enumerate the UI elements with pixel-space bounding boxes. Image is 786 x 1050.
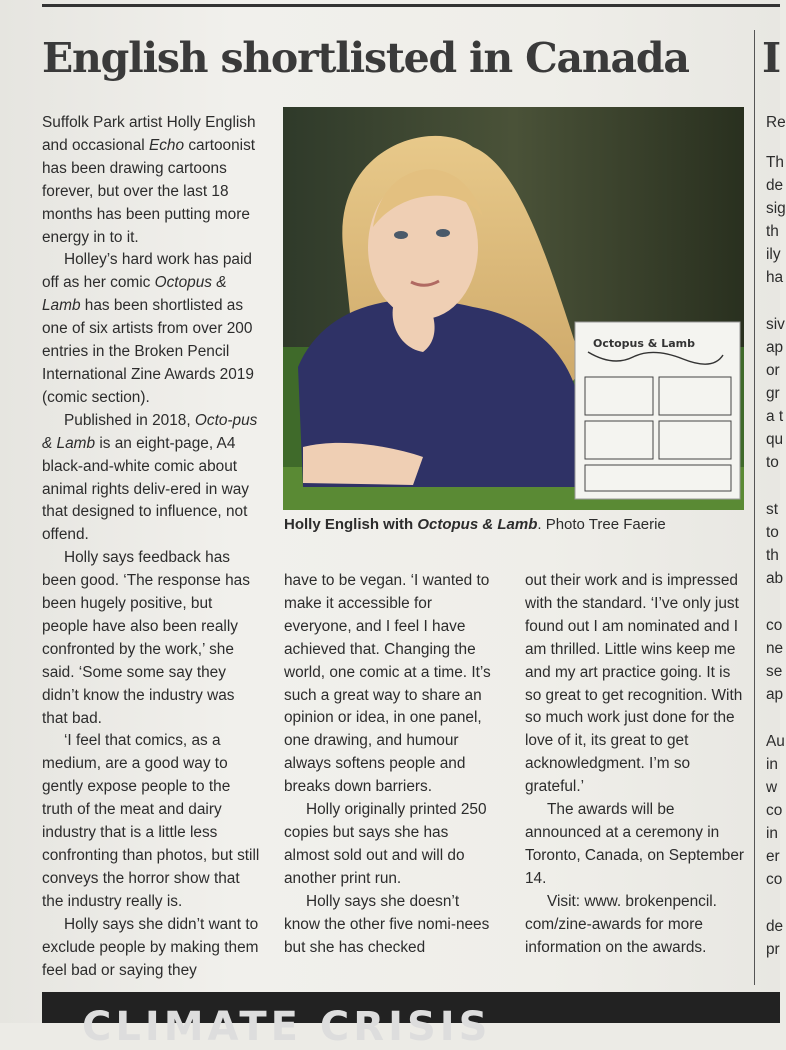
fragment-text: th: [766, 223, 779, 240]
paragraph: out their work and is impressed with the standard. ‘I’ve only just found out I am nominated and I am thrilled. Little wins keep me and my art practice going. It is so great to get recognition. With so much work just done for the love of it, its great to get acknowledgment. I’m so grateful.’: [525, 572, 743, 796]
paragraph: Holly says she doesn’t know the other five nomi-nees but she has checked: [284, 892, 490, 956]
fragment-text: Re: [766, 114, 786, 131]
fragment-text: to: [766, 454, 779, 471]
paragraph: have to be vegan. ‘I wanted to make it accessible for everyone, and I feel I have achieved that. Changing the world, one comic at a time. It’s such a great way to share an opinion or idea, in one panel, one drawing, and humour always softens people and breaks down barriers.: [284, 572, 491, 796]
fragment-text: ha: [766, 269, 784, 286]
headline: English shortlisted in Canada: [42, 34, 689, 82]
fragment-text: Th: [766, 154, 784, 171]
paragraph: Holly says she didn’t want to exclude people by making them feel bad or saying they: [42, 915, 259, 979]
article-column-1: [42, 112, 262, 982]
top-rule: [42, 4, 780, 7]
photo-caption: Holly English with Octopus & Lamb. Photo Tree Faerie: [284, 516, 666, 533]
fragment-text: se: [766, 663, 783, 680]
fragment-text: or: [766, 362, 780, 379]
comic-title: Octopus & Lamb: [593, 337, 695, 350]
fragment-text: in: [766, 825, 778, 842]
fragment-text: siv: [766, 316, 785, 333]
fragment-text: ap: [766, 339, 784, 356]
fragment-text: sig: [766, 200, 786, 217]
fragment-text: gr: [766, 385, 780, 402]
fragment-text: co: [766, 802, 783, 819]
fragment-text: th: [766, 547, 779, 564]
fragment-text: st: [766, 501, 778, 518]
fragment-text: co: [766, 871, 783, 888]
adjacent-headline-fragment: I: [762, 34, 782, 82]
fragment-text: a t: [766, 408, 784, 425]
paragraph: The awards will be announced at a ceremony in Toronto, Canada, on September 14.: [525, 801, 745, 887]
fragment-text: ne: [766, 640, 784, 657]
column-divider: [754, 30, 755, 985]
article-photo: [283, 107, 744, 510]
fragment-text: w: [766, 779, 778, 796]
fragment-text: in: [766, 756, 778, 773]
fragment-text: er: [766, 848, 780, 865]
paragraph: Published in 2018, Octo-pus & Lamb is an eight-page, A4 black-and-white comic about animal rights deliv-ered in way that designed to influence, not offend.: [42, 411, 258, 544]
bottom-banner-text: CLIMATE CRISIS: [82, 1004, 492, 1050]
paragraph: ‘I feel that comics, as a medium, are a good way to gently expose people to the truth of the meat and dairy industry that is a little less confronting than photos, but still conveys the horror show that the industry really is.: [42, 732, 260, 910]
paragraph: Holley’s hard work has paid off as her comic Octopus & Lamb has been shortlisted as one of six artists from over 200 entries in the Broken Pencil International Zine Awards 2019 (comic section).: [42, 251, 254, 406]
fragment-text: qu: [766, 431, 784, 448]
paragraph: Visit: www. brokenpencil. com/zine-awards for more information on the awards.: [525, 892, 717, 956]
fragment-text: to: [766, 524, 779, 541]
paragraph: Suffolk Park artist Holly English and occasional Echo cartoonist has been drawing cartoons forever, but over the last 18 months has been putting more energy in to it.: [42, 114, 256, 246]
fragment-text: pr: [766, 941, 780, 958]
article-column-3: [525, 570, 747, 959]
fragment-text: de: [766, 918, 784, 935]
fragment-text: de: [766, 177, 784, 194]
bottom-banner: [42, 992, 780, 1050]
fragment-text: co: [766, 617, 783, 634]
paragraph: Holly says feedback has been good. ‘The response has been hugely positive, but people have also been really confronted by the work,’ she said. ‘Some some say they didn’t know the industry was that bad.: [42, 549, 250, 727]
fragment-text: ab: [766, 570, 784, 587]
fragment-text: ily: [766, 246, 781, 263]
photo-illustration: [283, 107, 744, 510]
article-column-2: [284, 570, 496, 959]
fragment-text: ap: [766, 686, 784, 703]
paragraph: Holly originally printed 250 copies but says she has almost sold out and will do another print run.: [284, 801, 487, 887]
fragment-text: Au: [766, 733, 785, 750]
